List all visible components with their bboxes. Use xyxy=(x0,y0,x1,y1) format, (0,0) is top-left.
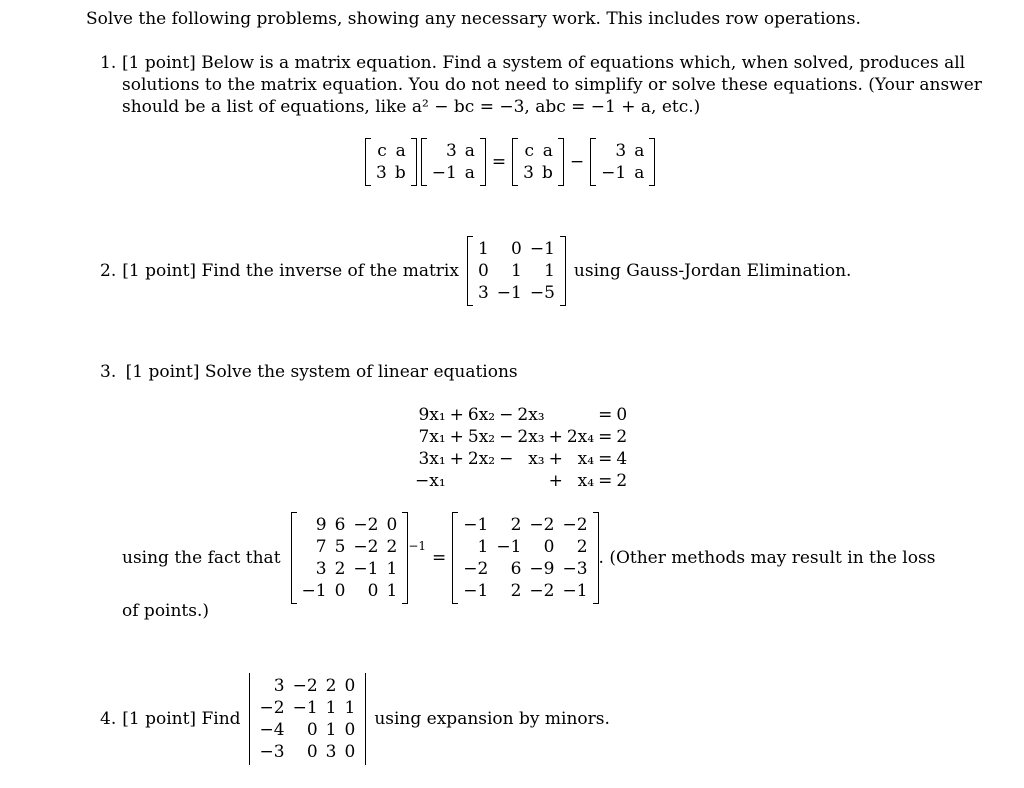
problem-1-line-3: should be a list of equations, like a² − bc = −3, abc = −1 + a, etc.) xyxy=(122,97,701,117)
cell: a xyxy=(464,141,475,161)
matrix-4 xyxy=(590,138,655,186)
cell: 3 xyxy=(615,141,627,161)
problem-3-tail: . (Other methods may result in the loss xyxy=(598,548,936,568)
cell: 3 xyxy=(376,163,387,183)
cell: b xyxy=(542,163,553,183)
op: − xyxy=(499,405,514,425)
cell: 0 xyxy=(344,676,356,696)
equals: = xyxy=(598,449,613,469)
cell: −1 xyxy=(463,581,489,601)
problem-2-tail: using Gauss-Jordan Elimination. xyxy=(573,261,852,281)
cell: 2 xyxy=(576,537,588,557)
equation-row xyxy=(413,448,629,470)
minus-sign: − xyxy=(569,152,585,172)
cell: 0 xyxy=(477,261,489,281)
cell: 6 xyxy=(334,515,346,535)
cell: a xyxy=(464,163,475,183)
cell: −1 xyxy=(353,559,379,579)
problem-2-text: [1 point] Find the inverse of the matrix xyxy=(122,261,459,281)
cell: −5 xyxy=(529,283,555,303)
cell: 3 xyxy=(445,141,457,161)
equation-row xyxy=(413,426,629,448)
problem-1-text xyxy=(122,52,982,118)
term: x₃ xyxy=(528,449,545,469)
cell: −2 xyxy=(292,676,318,696)
cell: a xyxy=(395,141,406,161)
cell: −2 xyxy=(259,698,285,718)
rhs: 2 xyxy=(616,471,628,491)
cell: b xyxy=(394,163,406,183)
equals: = xyxy=(598,427,613,447)
problem-3-text: [1 point] Solve the system of linear equations xyxy=(125,362,518,382)
cell: a xyxy=(542,141,553,161)
cell: −1 xyxy=(496,537,522,557)
term: 5x₂ xyxy=(467,427,496,447)
cell: −4 xyxy=(259,720,285,740)
inverse-exponent: −1 xyxy=(408,539,427,553)
cell: −1 xyxy=(292,698,318,718)
cell: 1 xyxy=(386,559,398,579)
term xyxy=(515,470,546,492)
coefficient-matrix xyxy=(291,512,409,604)
cell: 1 xyxy=(544,261,555,281)
cell: 1 xyxy=(325,720,337,740)
cell: 3 xyxy=(315,559,327,579)
cell: 0 xyxy=(543,537,555,557)
cell: 3 xyxy=(477,283,489,303)
equals-sign: = xyxy=(491,152,507,172)
cell: 2 xyxy=(510,515,522,535)
cell: 3 xyxy=(325,742,337,762)
problem-1-line-1: [1 point] Below is a matrix equation. Find a system of equations which, when solved, produces all xyxy=(122,53,966,73)
term: −x₁ xyxy=(415,471,446,491)
inverse-matrix xyxy=(452,512,598,604)
cell: 9 xyxy=(315,515,327,535)
cell: 2 xyxy=(510,581,522,601)
problem-4-text: [1 point] Find xyxy=(122,709,241,729)
cell: −1 xyxy=(301,581,327,601)
term: 7x₁ xyxy=(418,427,446,447)
cell: c xyxy=(377,141,387,161)
op: + xyxy=(449,405,464,425)
problem-4 xyxy=(100,673,610,765)
determinant-matrix xyxy=(249,673,367,765)
problem-1-line-2: solutions to the matrix equation. You do not need to simplify or solve these equations. (Your answer xyxy=(122,75,982,95)
problem-2-matrix xyxy=(467,236,566,306)
op: + xyxy=(548,449,563,469)
problem-3-tail-2: of points.) xyxy=(122,601,210,621)
problem-3-inverse-fact xyxy=(122,512,935,604)
cell: 2 xyxy=(325,676,337,696)
term xyxy=(565,404,596,426)
op: + xyxy=(449,449,464,469)
cell: 0 xyxy=(306,742,318,762)
cell: −9 xyxy=(529,559,555,579)
cell: −3 xyxy=(259,742,285,762)
equals: = xyxy=(598,471,613,491)
cell: 1 xyxy=(344,698,356,718)
term: 2x₃ xyxy=(517,427,545,447)
op: − xyxy=(499,427,514,447)
term: 2x₂ xyxy=(467,449,496,469)
cell: −2 xyxy=(353,537,379,557)
cell: a xyxy=(634,141,645,161)
problem-3-heading xyxy=(100,361,518,383)
term: 3x₁ xyxy=(418,449,446,469)
cell: 3 xyxy=(523,163,534,183)
matrix-3 xyxy=(512,138,564,186)
cell: 1 xyxy=(386,581,398,601)
cell: −2 xyxy=(529,515,555,535)
cell: −1 xyxy=(562,581,588,601)
problem-2-number: 2. xyxy=(100,261,117,281)
cell: 0 xyxy=(367,581,379,601)
problem-2 xyxy=(100,236,851,306)
cell: 0 xyxy=(386,515,398,535)
cell: −2 xyxy=(353,515,379,535)
term: x₄ xyxy=(577,471,595,491)
cell: 1 xyxy=(477,537,489,557)
cell: 2 xyxy=(334,559,346,579)
op xyxy=(497,470,515,492)
equation-row xyxy=(413,470,629,492)
op: + xyxy=(548,427,563,447)
cell: 0 xyxy=(511,239,522,259)
cell: 2 xyxy=(386,537,398,557)
term xyxy=(466,470,497,492)
rhs: 0 xyxy=(616,405,628,425)
matrix-2 xyxy=(421,138,486,186)
cell: −1 xyxy=(529,239,555,259)
term: 2x₃ xyxy=(517,405,545,425)
op xyxy=(547,404,565,426)
cell: c xyxy=(524,141,534,161)
using-fact-text: using the fact that xyxy=(122,548,281,568)
problem-1-matrix-equation xyxy=(365,138,655,186)
cell: 6 xyxy=(510,559,522,579)
cell: −1 xyxy=(431,163,457,183)
cell: 1 xyxy=(511,261,522,281)
intro-text: Solve the following problems, showing any necessary work. This includes row operations. xyxy=(86,9,861,29)
term: 6x₂ xyxy=(467,405,496,425)
cell: 0 xyxy=(306,720,318,740)
equals: = xyxy=(598,405,613,425)
cell: 3 xyxy=(273,676,285,696)
problem-4-tail: using expansion by minors. xyxy=(374,709,610,729)
op: + xyxy=(548,471,563,491)
problem-3-number: 3. xyxy=(100,362,117,382)
op: − xyxy=(499,449,514,469)
cell: −1 xyxy=(601,163,627,183)
rhs: 2 xyxy=(616,427,628,447)
term: 2x₄ xyxy=(566,427,595,447)
cell: 5 xyxy=(334,537,346,557)
op: + xyxy=(449,427,464,447)
cell: 0 xyxy=(344,720,356,740)
linear-system xyxy=(413,404,629,492)
cell: a xyxy=(634,163,645,183)
cell: 0 xyxy=(334,581,346,601)
matrix-1 xyxy=(365,138,417,186)
rhs: 4 xyxy=(616,449,628,469)
cell: 1 xyxy=(325,698,337,718)
cell: 0 xyxy=(344,742,356,762)
problem-4-number: 4. xyxy=(100,709,117,729)
cell: 7 xyxy=(315,537,327,557)
problem-1-number: 1. xyxy=(100,53,117,73)
cell: −1 xyxy=(463,515,489,535)
cell: −2 xyxy=(463,559,489,579)
cell: −1 xyxy=(496,283,522,303)
op xyxy=(448,470,466,492)
cell: −3 xyxy=(562,559,588,579)
equals-sign: = xyxy=(432,548,447,568)
term: x₄ xyxy=(577,449,595,469)
cell: −2 xyxy=(562,515,588,535)
term: 9x₁ xyxy=(418,405,446,425)
cell: 1 xyxy=(477,239,489,259)
cell: −2 xyxy=(529,581,555,601)
equation-row xyxy=(413,404,629,426)
